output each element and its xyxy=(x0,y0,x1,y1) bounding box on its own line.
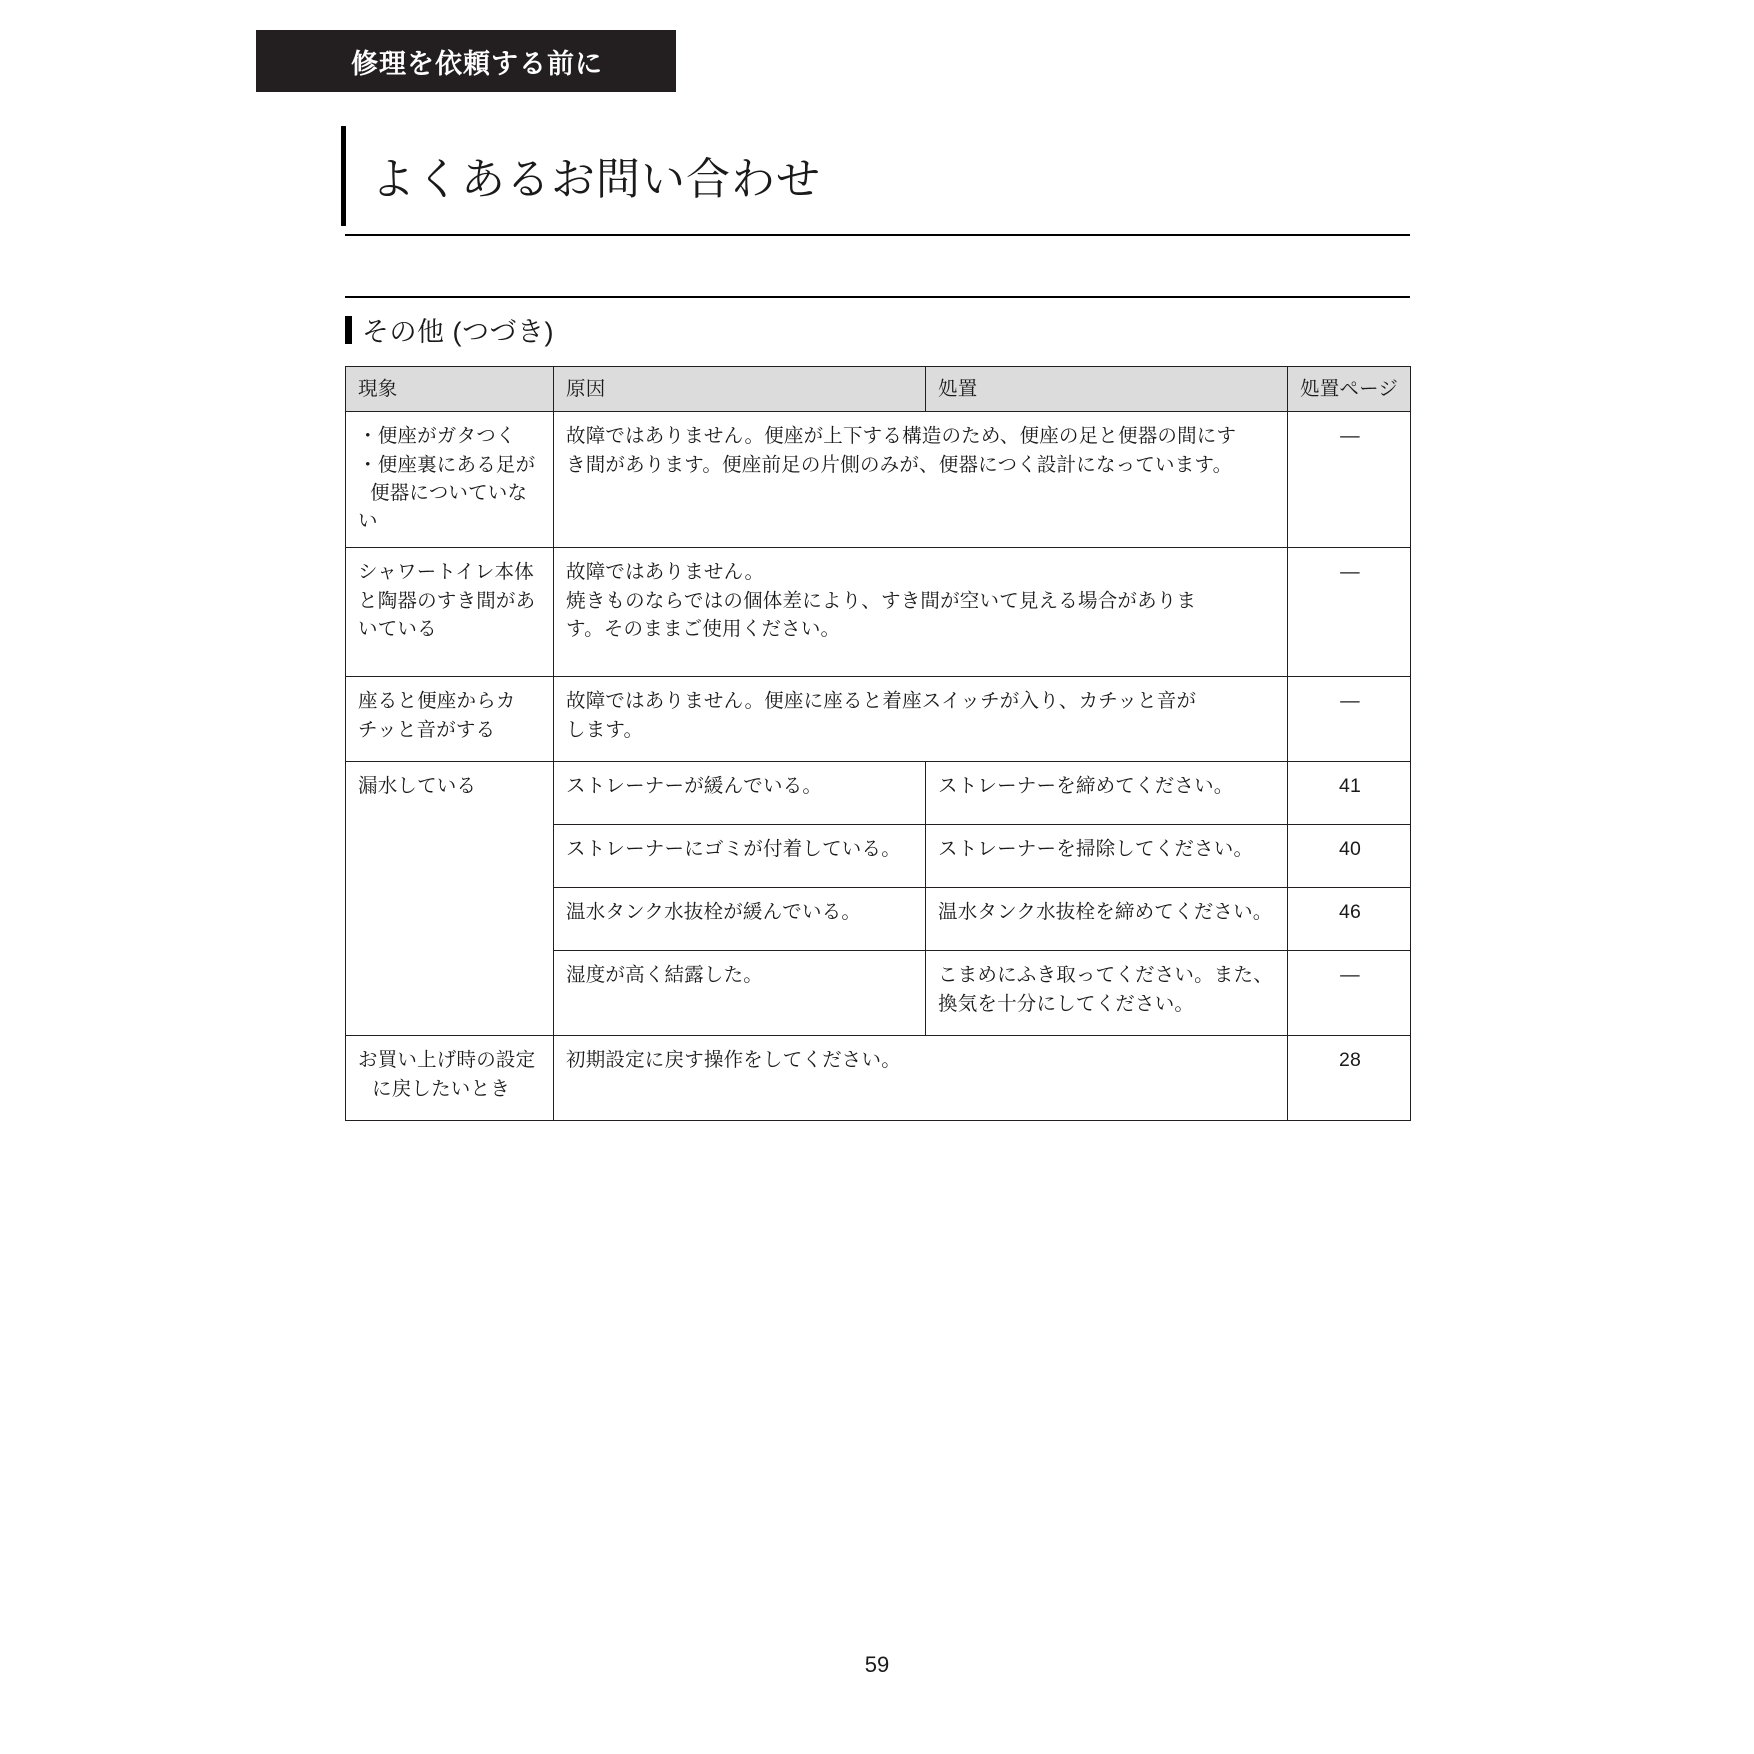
cell-page: 41 xyxy=(1288,762,1411,825)
action-line: 換気を十分にしてください。 xyxy=(938,992,1195,1015)
table-header-row xyxy=(346,367,1411,412)
cell-symptom xyxy=(346,1036,554,1121)
faq-table-container xyxy=(345,366,1410,1121)
cause-line: 故障ではありません。 xyxy=(566,561,765,584)
symptom-line: 漏水している xyxy=(358,775,477,798)
cause-line: 故障ではありません。便座に座ると着座スイッチが入り、カチッと音が xyxy=(566,690,1197,713)
symptom-line: チッと音がする xyxy=(358,718,496,741)
cell-cause: ストレーナーが緩んでいる。 xyxy=(554,762,926,825)
section-marker-icon xyxy=(345,316,352,344)
symptom-line: に戻したいとき xyxy=(372,1077,510,1100)
symptom-line: 便器についていな xyxy=(370,481,528,504)
section-divider xyxy=(345,296,1410,298)
symptom-line: い xyxy=(358,510,378,533)
symptom-line: いている xyxy=(358,617,437,640)
cell-page: 40 xyxy=(1288,825,1411,888)
symptom-line: 座ると便座からカ xyxy=(358,690,516,713)
symptom-line: お買い上げ時の設定 xyxy=(358,1049,536,1072)
cell-symptom xyxy=(346,548,554,677)
page-number: 59 xyxy=(864,1652,890,1677)
cell-cause: ストレーナーにゴミが付着している。 xyxy=(554,825,926,888)
cell-page: — xyxy=(1288,412,1411,548)
table-row xyxy=(346,548,1411,677)
cause-line: 焼きものならではの個体差により、すき間が空いて見える場合がありま xyxy=(566,589,1197,612)
cell-cause: 初期設定に戻す操作をしてください。 xyxy=(554,1036,1288,1121)
chapter-tab xyxy=(256,30,676,92)
table-row xyxy=(346,762,1411,825)
cause-line: す。そのままご使用ください。 xyxy=(566,617,841,640)
symptom-line: と陶器のすき間があ xyxy=(358,589,536,612)
header-cause: 原因 xyxy=(554,367,926,412)
cause-line: します。 xyxy=(566,718,644,741)
header-action: 処置 xyxy=(926,367,1288,412)
cell-page: — xyxy=(1288,951,1411,1036)
cell-action: ストレーナーを締めてください。 xyxy=(926,762,1288,825)
table-body xyxy=(346,412,1411,1121)
header-page: 処置ページ xyxy=(1288,367,1411,412)
section-title: その他 (つづき) xyxy=(362,317,554,347)
cell-page: — xyxy=(1288,548,1411,677)
table-header xyxy=(346,367,1411,412)
table-row xyxy=(346,412,1411,548)
table-row xyxy=(346,1036,1411,1121)
symptom-line: ・便座裏にある足が xyxy=(358,453,536,476)
symptom-line: シャワートイレ本体 xyxy=(358,561,534,584)
cell-action: ストレーナーを掃除してください。 xyxy=(926,825,1288,888)
cell-page: — xyxy=(1288,677,1411,762)
chapter-tab-label: 修理を依頼する前に xyxy=(351,48,603,79)
symptom-line: ・便座がガタつく xyxy=(358,425,516,448)
cell-cause xyxy=(554,677,1288,762)
cell-symptom xyxy=(346,677,554,762)
cell-page: 46 xyxy=(1288,888,1411,951)
cell-action xyxy=(926,951,1288,1036)
chapter-accent-bar xyxy=(341,126,346,226)
cell-cause xyxy=(554,412,1288,548)
cause-line: き間があります。便座前足の片側のみが、便器につく設計になっています。 xyxy=(566,453,1233,476)
cell-symptom xyxy=(346,762,554,1036)
table-row xyxy=(346,677,1411,762)
cause-line: 故障ではありません。便座が上下する構造のため、便座の足と便器の間にす xyxy=(566,425,1237,448)
cell-page: 28 xyxy=(1288,1036,1411,1121)
section-head xyxy=(345,310,554,349)
action-line: こまめにふき取ってください。また、 xyxy=(938,964,1273,987)
cell-cause: 湿度が高く結露した。 xyxy=(554,951,926,1036)
faq-table xyxy=(345,366,1411,1121)
chapter-heading xyxy=(345,122,1410,207)
cell-cause xyxy=(554,548,1288,677)
page-title: よくあるお問い合わせ xyxy=(371,155,821,204)
header-symptom: 現象 xyxy=(346,367,554,412)
cell-cause: 温水タンク水抜栓が緩んでいる。 xyxy=(554,888,926,951)
cell-symptom xyxy=(346,412,554,548)
cell-action: 温水タンク水抜栓を締めてください。 xyxy=(926,888,1288,951)
chapter-divider xyxy=(345,234,1410,236)
